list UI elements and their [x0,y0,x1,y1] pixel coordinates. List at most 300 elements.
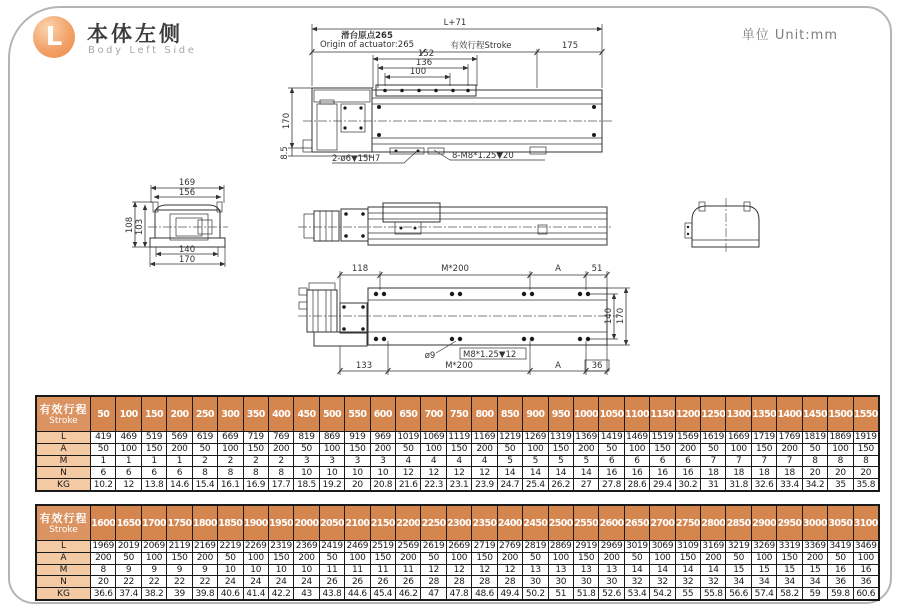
value-cell: 50.2 [523,588,547,599]
value-cell: 26 [345,576,369,587]
value-cell: 7 [752,456,776,467]
value-cell: 43.8 [320,588,344,599]
stroke-header-en: Stroke [49,524,78,535]
value-cell: 6 [599,456,623,467]
value-cell: 32.6 [752,479,776,490]
dim-118: 118 [351,264,369,274]
value-cell: 919 [345,432,369,443]
value-cell: 969 [371,432,395,443]
value-cell: 26 [320,576,344,587]
value-cell: 10 [269,565,293,576]
value-cell: 100 [523,444,547,455]
value-cell: 40.6 [218,588,242,599]
value-cell: 50 [421,553,445,564]
value-cell: 3109 [676,541,699,552]
row-label-l: L [37,432,90,443]
value-cell: 55.8 [701,588,725,599]
value-cell: 50 [193,444,217,455]
value-cell: 35.8 [854,479,878,490]
value-cell: 28 [421,576,445,587]
dim-152: 152 [417,49,435,59]
value-cell: 15 [726,565,750,576]
value-cell: 2619 [422,541,445,552]
stroke-col-header: 2200 [396,506,420,540]
stroke-col-header: 600 [371,397,395,431]
row-label-l: L [37,541,90,552]
value-cell: 200 [803,553,827,564]
value-cell: 20 [803,467,827,478]
value-cell: 8 [91,565,115,576]
value-cell: 44.6 [345,588,369,599]
stroke-col-header: 2000 [294,506,318,540]
value-cell: 2019 [117,541,140,552]
callout-thread-depth: M8*1.25▼12 [463,350,517,360]
value-cell: 150 [676,553,700,564]
stroke-header-cell [37,506,90,540]
unit-label: 单位 Unit:mm [741,28,838,43]
value-cell: 2669 [448,541,470,552]
stroke-col-header: 1850 [218,506,242,540]
value-cell: 1 [116,456,140,467]
stroke-col-header: 1650 [116,506,140,540]
value-cell: 100 [116,444,140,455]
callout-o9: ø9 [424,351,436,361]
drawing-end-view-right [685,198,759,253]
value-cell: 200 [269,444,293,455]
value-cell: 20.8 [371,479,395,490]
value-cell: 30 [574,576,598,587]
value-cell: 200 [167,444,191,455]
value-cell: 1419 [600,432,623,443]
value-cell: 26.2 [549,479,573,490]
value-cell: 150 [447,444,471,455]
value-cell: 50 [91,444,115,455]
stroke-spec-table-2 [35,504,880,601]
value-cell: 30 [599,576,623,587]
value-cell: 200 [676,444,700,455]
value-cell: 200 [371,444,395,455]
value-cell: 29.4 [650,479,674,490]
value-cell: 150 [472,553,496,564]
stroke-col-header: 2850 [726,506,750,540]
drawing-side-view [298,203,613,245]
value-cell: 27.8 [599,479,623,490]
stroke-col-header: 1250 [701,397,725,431]
dim-8-5: 8.5 [280,146,290,160]
value-cell: 200 [701,553,725,564]
value-cell: 50 [294,444,318,455]
value-cell: 50 [599,444,623,455]
value-cell: 10 [244,565,268,576]
value-cell: 200 [91,553,115,564]
value-cell: 3319 [778,541,801,552]
value-cell: 20 [345,479,369,490]
value-cell: 49.4 [498,588,522,599]
value-cell: 16 [854,565,878,576]
stroke-col-header: 1900 [244,506,268,540]
value-cell: 6 [167,467,191,478]
dim-100: 100 [409,67,427,77]
value-cell: 1569 [676,432,699,443]
value-cell: 1 [91,456,115,467]
value-cell: 25.4 [523,479,547,490]
value-cell: 16 [650,467,674,478]
stroke-col-header: 2950 [777,506,801,540]
value-cell: 2 [244,456,268,467]
stroke-col-header: 2500 [549,506,573,540]
stroke-col-header: 2550 [574,506,598,540]
value-cell: 13 [523,565,547,576]
value-cell: 10 [345,467,369,478]
value-cell: 3169 [702,541,725,552]
value-cell: 150 [650,444,674,455]
value-cell: 1919 [854,432,877,443]
value-cell: 10.2 [91,479,115,490]
value-cell: 14 [650,565,674,576]
value-cell: 2769 [499,541,521,552]
value-cell: 33.4 [777,479,801,490]
value-cell: 4 [421,456,445,467]
value-cell: 8 [828,456,852,467]
value-cell: 59.8 [828,588,852,599]
value-cell: 10 [294,565,318,576]
value-cell: 50 [726,553,750,564]
value-cell: 5 [574,456,598,467]
value-cell: 3 [345,456,369,467]
value-cell: 100 [447,553,471,564]
value-cell: 10 [294,467,318,478]
value-cell: 10 [320,467,344,478]
value-cell: 52.6 [599,588,623,599]
value-cell: 14 [574,467,598,478]
stroke-col-header: 1450 [803,397,827,431]
value-cell: 1869 [829,432,852,443]
value-cell: 100 [726,444,750,455]
dim-133: 133 [355,361,373,371]
value-cell: 1169 [473,432,496,443]
stroke-col-header: 500 [320,397,344,431]
value-cell: 6 [650,456,674,467]
value-cell: 30 [549,576,573,587]
dim-origin-cn: 滑台原点265 [341,31,393,41]
value-cell: 11 [396,565,420,576]
value-cell: 24 [244,576,268,587]
value-cell: 12 [447,467,471,478]
stroke-col-header: 1400 [777,397,801,431]
value-cell: 2119 [168,541,191,552]
value-cell: 30 [523,576,547,587]
row-label-m: M [37,456,90,467]
value-cell: 11 [371,565,395,576]
value-cell: 28.6 [625,479,649,490]
value-cell: 12 [472,565,496,576]
stroke-col-header: 700 [421,397,445,431]
value-cell: 28 [447,576,471,587]
row-label-n: N [37,467,90,478]
value-cell: 32 [625,576,649,587]
value-cell: 3 [320,456,344,467]
value-cell: 3069 [651,541,674,552]
stroke-header-cn: 有效行程 [39,402,88,416]
stroke-col-header: 2750 [676,506,700,540]
dim-136: 136 [415,58,433,68]
row-label-n: N [37,576,90,587]
value-cell: 32 [650,576,674,587]
dim-a-top: A [555,264,561,274]
dim-m200-bottom: M*200 [445,361,473,371]
dim-36: 36 [591,361,603,371]
value-cell: 5 [498,456,522,467]
value-cell: 18 [752,467,776,478]
value-cell: 1 [142,456,166,467]
value-cell: 6 [625,456,649,467]
value-cell: 12 [116,479,140,490]
dim-m200-top: M*200 [441,264,469,274]
value-cell: 20 [91,576,115,587]
stroke-col-header: 100 [116,397,140,431]
value-cell: 15 [803,565,827,576]
value-cell: 22.3 [421,479,445,490]
stroke-col-header: 750 [447,397,471,431]
value-cell: 869 [320,432,344,443]
dim-140: 140 [178,245,196,255]
value-cell: 18 [726,467,750,478]
stroke-col-header: 650 [396,397,420,431]
value-cell: 150 [142,444,166,455]
value-cell: 53.4 [625,588,649,599]
value-cell: 819 [294,432,318,443]
value-cell: 36 [828,576,852,587]
value-cell: 24 [294,576,318,587]
stroke-col-header: 400 [269,397,293,431]
value-cell: 50 [396,444,420,455]
value-cell: 4 [396,456,420,467]
value-cell: 11 [345,565,369,576]
value-cell: 2169 [194,541,216,552]
value-cell: 14.6 [167,479,191,490]
value-cell: 10 [371,467,395,478]
dim-170-end: 170 [178,255,196,265]
value-cell: 2819 [524,541,547,552]
value-cell: 31.8 [726,479,750,490]
drawing-end-view-left [125,178,228,267]
value-cell: 57.4 [752,588,776,599]
value-cell: 59 [803,588,827,599]
stroke-col-header: 1300 [726,397,750,431]
stroke-col-header: 950 [549,397,573,431]
value-cell: 51.8 [574,588,598,599]
value-cell: 200 [599,553,623,564]
value-cell: 51 [549,588,573,599]
value-cell: 14 [523,467,547,478]
value-cell: 2 [193,456,217,467]
value-cell: 2869 [549,541,572,552]
value-cell: 34 [803,576,827,587]
value-cell: 1719 [753,432,775,443]
value-cell: 18 [777,467,801,478]
dim-169: 169 [178,178,196,188]
value-cell: 3219 [727,541,750,552]
value-cell: 5 [549,456,573,467]
stroke-col-header: 250 [193,397,217,431]
stroke-col-header: 1050 [599,397,623,431]
value-cell: 100 [625,444,649,455]
stroke-col-header: 1800 [193,506,217,540]
value-cell: 200 [574,444,598,455]
value-cell: 150 [574,553,598,564]
value-cell: 26 [396,576,420,587]
value-cell: 16 [676,467,700,478]
value-cell: 1 [167,456,191,467]
value-cell: 200 [472,444,496,455]
stroke-col-header: 1100 [625,397,649,431]
value-cell: 8 [854,456,878,467]
value-cell: 36 [854,576,878,587]
value-cell: 47 [421,588,445,599]
stroke-col-header: 2100 [345,506,369,540]
value-cell: 7 [726,456,750,467]
value-cell: 35 [828,479,852,490]
value-cell: 39.8 [193,588,217,599]
value-cell: 100 [421,444,445,455]
value-cell: 1019 [397,432,420,443]
stroke-col-header: 2650 [625,506,649,540]
stroke-col-header: 2400 [498,506,522,540]
value-cell: 43 [294,588,318,599]
value-cell: 15 [752,565,776,576]
value-cell: 50 [523,553,547,564]
drawing-plan-view [298,264,630,375]
dim-108: 108 [125,216,135,234]
value-cell: 2469 [346,541,369,552]
stroke-col-header: 350 [244,397,268,431]
value-cell: 12 [421,467,445,478]
stroke-col-header: 550 [345,397,369,431]
value-cell: 32 [676,576,700,587]
page-title: 本体左侧 [87,22,183,46]
value-cell: 9 [193,565,217,576]
value-cell: 16 [599,467,623,478]
value-cell: 8 [244,467,268,478]
row-label-a: A [37,444,90,455]
stroke-col-header: 1350 [752,397,776,431]
value-cell: 16 [625,467,649,478]
value-cell: 26 [371,576,395,587]
value-cell: 14 [676,565,700,576]
value-cell: 2569 [397,541,420,552]
value-cell: 150 [244,444,268,455]
value-cell: 24 [269,576,293,587]
value-cell: 1469 [626,432,648,443]
value-cell: 37.4 [116,588,140,599]
value-cell: 55 [676,588,700,599]
value-cell: 15.4 [193,479,217,490]
value-cell: 419 [91,432,115,443]
value-cell: 8 [193,467,217,478]
stroke-header-en: Stroke [49,415,78,426]
value-cell: 1269 [524,432,547,443]
value-cell: 48.6 [472,588,496,599]
dim-156: 156 [178,188,196,198]
stroke-header-cell [37,397,90,431]
value-cell: 2719 [473,541,496,552]
value-cell: 3 [371,456,395,467]
value-cell: 200 [396,553,420,564]
value-cell: 50 [701,444,725,455]
stroke-col-header: 50 [91,397,115,431]
stroke-col-header: 1500 [828,397,852,431]
row-label-m: M [37,565,90,576]
value-cell: 4 [447,456,471,467]
value-cell: 769 [269,432,293,443]
value-cell: 60.6 [854,588,878,599]
dim-170-plan: 170 [616,307,626,325]
value-cell: 14 [498,467,522,478]
value-cell: 1219 [499,432,521,443]
value-cell: 6 [676,456,700,467]
value-cell: 12 [498,565,522,576]
value-cell: 5 [523,456,547,467]
value-cell: 56.6 [726,588,750,599]
value-cell: 200 [498,553,522,564]
value-cell: 50 [625,553,649,564]
value-cell: 6 [116,467,140,478]
value-cell: 46.2 [396,588,420,599]
value-cell: 100 [320,444,344,455]
value-cell: 2269 [244,541,267,552]
value-cell: 14 [549,467,573,478]
value-cell: 23.9 [472,479,496,490]
value-cell: 50 [320,553,344,564]
value-cell: 15 [777,565,801,576]
value-cell: 150 [549,444,573,455]
stroke-col-header: 2800 [701,506,725,540]
value-cell: 19.2 [320,479,344,490]
value-cell: 519 [142,432,166,443]
value-cell: 1519 [651,432,674,443]
stroke-col-header: 850 [498,397,522,431]
value-cell: 17.7 [269,479,293,490]
value-cell: 150 [167,553,191,564]
stroke-col-header: 300 [218,397,242,431]
value-cell: 200 [777,444,801,455]
stroke-col-header: 2350 [472,506,496,540]
value-cell: 13 [599,565,623,576]
value-cell: 24 [218,576,242,587]
stroke-col-header: 3100 [854,506,878,540]
value-cell: 13 [549,565,573,576]
value-cell: 3 [294,456,318,467]
value-cell: 23.1 [447,479,471,490]
value-cell: 1069 [422,432,445,443]
dim-origin-en: Origin of actuator:265 [319,40,415,50]
stroke-col-header: 2300 [447,506,471,540]
row-label-kg: KG [37,479,90,490]
stroke-col-header: 1550 [854,397,878,431]
stroke-col-header: 900 [523,397,547,431]
value-cell: 12 [396,467,420,478]
value-cell: 22 [167,576,191,587]
value-cell: 1769 [778,432,801,443]
value-cell: 100 [345,553,369,564]
stroke-col-header: 2450 [523,506,547,540]
logo-letter: L [45,22,63,52]
value-cell: 1319 [549,432,572,443]
value-cell: 1119 [448,432,470,443]
value-cell: 100 [752,553,776,564]
value-cell: 200 [294,553,318,564]
value-cell: 45.4 [371,588,395,599]
